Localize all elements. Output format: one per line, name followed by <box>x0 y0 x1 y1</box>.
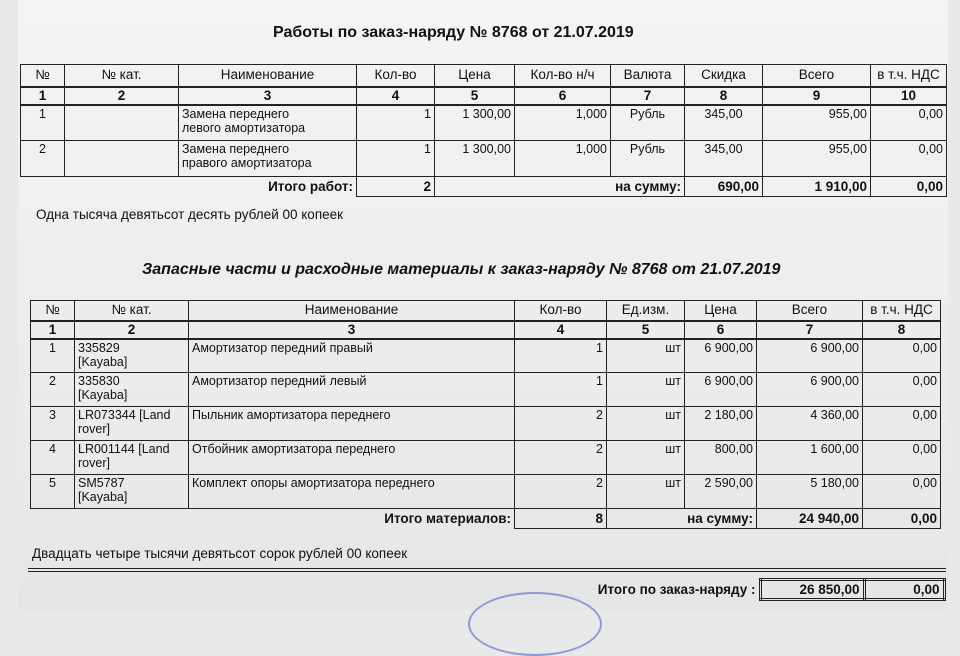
cat-line: rover] <box>78 422 110 436</box>
cell-total: 1 600,00 <box>757 441 863 475</box>
col-number: 1 <box>31 321 75 339</box>
col-number: 9 <box>763 87 871 105</box>
cat-line: [Kayaba] <box>78 354 128 369</box>
grand-total-label: Итого по заказ-наряду : <box>597 581 756 597</box>
cell-unit: шт <box>607 407 685 441</box>
cell-total: 5 180,00 <box>757 475 863 509</box>
cell-vat: 0,00 <box>871 105 947 141</box>
divider-line <box>28 568 946 569</box>
cell-vat: 0,00 <box>863 339 941 373</box>
parts-sum-in-words: Двадцать четыре тысячи девятьсот сорок рублей 00 копеек <box>32 546 408 561</box>
col-number: 2 <box>65 87 179 105</box>
cell-vat: 0,00 <box>863 373 941 407</box>
cat-line: [Kayaba] <box>78 388 128 402</box>
parts-total-row <box>31 509 941 529</box>
cell-name: Амортизатор передний левый <box>189 373 515 407</box>
cell-no: 3 <box>31 407 75 441</box>
cell-name <box>179 141 357 177</box>
parts-sum-label: на сумму: <box>607 509 757 529</box>
cell-total: 6 900,00 <box>757 339 863 373</box>
table-row <box>31 475 941 509</box>
cat-line: rover] <box>78 456 110 470</box>
cell-vat: 0,00 <box>863 441 941 475</box>
col-header: № кат. <box>65 65 179 87</box>
parts-title: Запасные части и расходные материалы к заказ-наряду № 8768 от 21.07.2019 <box>142 261 781 278</box>
col-header: в т.ч. НДС <box>871 65 947 87</box>
cell-no: 2 <box>21 141 65 177</box>
works-total-label: Итого работ: <box>268 178 353 194</box>
cell-total: 955,00 <box>763 141 871 177</box>
col-number: 10 <box>871 87 947 105</box>
works-total-vat: 0,00 <box>871 177 947 197</box>
works-total-discount: 690,00 <box>685 177 763 197</box>
table-row <box>21 141 947 177</box>
cell-price: 1 300,00 <box>435 105 515 141</box>
col-number: 1 <box>21 87 65 105</box>
divider-line <box>28 571 946 572</box>
col-number: 7 <box>757 321 863 339</box>
table-row <box>31 441 941 475</box>
cell-cat <box>75 339 189 373</box>
parts-total-vat: 0,00 <box>863 509 941 529</box>
cell-currency: Рубль <box>611 141 685 177</box>
col-number: 3 <box>179 87 357 105</box>
cell-no: 1 <box>21 105 65 141</box>
col-number: 5 <box>607 321 685 339</box>
cell-price: 2 590,00 <box>685 475 757 509</box>
cell-qty: 2 <box>515 441 607 475</box>
table-row <box>31 373 941 407</box>
col-header: Валюта <box>611 65 685 87</box>
cell-no: 4 <box>31 441 75 475</box>
cell-cat <box>75 407 189 441</box>
col-number: 2 <box>75 321 189 339</box>
cat-line: SM5787 <box>78 476 125 490</box>
cell-qty: 2 <box>515 475 607 509</box>
cell-name: Амортизатор передний правый <box>189 339 515 373</box>
name-line: Замена переднего <box>182 106 290 121</box>
parts-total-sum: 24 940,00 <box>757 509 863 529</box>
cell-total: 4 360,00 <box>757 407 863 441</box>
works-sum-label: на сумму: <box>435 177 685 197</box>
cell-no: 2 <box>31 373 75 407</box>
cell-unit: шт <box>607 373 685 407</box>
col-header: № <box>21 65 65 87</box>
col-number: 6 <box>515 87 611 105</box>
col-number: 6 <box>685 321 757 339</box>
cell-qty: 1 <box>357 141 435 177</box>
works-table <box>20 64 947 197</box>
name-line: Замена переднего <box>182 142 290 156</box>
parts-number-row <box>31 321 941 339</box>
cell-price: 6 900,00 <box>685 339 757 373</box>
cell-cat <box>75 373 189 407</box>
parts-header-row <box>31 301 941 321</box>
col-number: 8 <box>685 87 763 105</box>
cell-cat <box>65 105 179 141</box>
col-header: № кат. <box>75 301 189 321</box>
col-header: № <box>31 301 75 321</box>
cell-discount: 345,00 <box>685 105 763 141</box>
grand-total-row <box>540 580 944 600</box>
cell-total: 6 900,00 <box>757 373 863 407</box>
cell-vat: 0,00 <box>863 475 941 509</box>
cell-cat <box>75 475 189 509</box>
cell-vat: 0,00 <box>863 407 941 441</box>
works-total-row <box>21 177 947 197</box>
col-header: Всего <box>763 65 871 87</box>
parts-table <box>30 300 941 529</box>
grand-total-sum: 26 850,00 <box>760 580 864 600</box>
cell-name <box>179 105 357 141</box>
cat-line: [Kayaba] <box>78 490 128 504</box>
works-total-qty: 2 <box>357 177 435 197</box>
cat-line: LR073344 [Land <box>78 408 171 422</box>
cell-name: Пыльник амортизатора переднего <box>189 407 515 441</box>
col-header: Наименование <box>179 65 357 87</box>
table-row <box>31 339 941 373</box>
parts-total-label: Итого материалов: <box>384 510 511 526</box>
col-header: Скидка <box>685 65 763 87</box>
name-line: правого амортизатора <box>182 156 312 170</box>
cat-line: LR001144 [Land <box>78 442 170 456</box>
cell-discount: 345,00 <box>685 141 763 177</box>
grand-total-table <box>540 578 946 601</box>
col-number: 4 <box>357 87 435 105</box>
col-header: Кол-во <box>357 65 435 87</box>
col-header: Цена <box>685 301 757 321</box>
col-header: Наименование <box>189 301 515 321</box>
col-number: 5 <box>435 87 515 105</box>
works-sum-in-words: Одна тысяча девятьсот десять рублей 00 копеек <box>36 207 344 222</box>
col-number: 3 <box>189 321 515 339</box>
table-row <box>21 105 947 141</box>
cell-currency: Рубль <box>611 105 685 141</box>
cell-name: Отбойник амортизатора переднего <box>189 441 515 475</box>
cell-no: 5 <box>31 475 75 509</box>
col-number: 8 <box>863 321 941 339</box>
cell-name: Комплект опоры амортизатора переднего <box>189 475 515 509</box>
cell-unit: шт <box>607 475 685 509</box>
cell-qty: 2 <box>515 407 607 441</box>
stamp-seal <box>468 592 602 656</box>
works-title: Работы по заказ-наряду № 8768 от 21.07.2019 <box>273 24 634 41</box>
name-line: левого амортизатора <box>182 120 306 135</box>
grand-total-vat: 0,00 <box>864 580 944 600</box>
cat-line: 335830 <box>78 374 120 388</box>
cell-hours: 1,000 <box>515 141 611 177</box>
col-header: Цена <box>435 65 515 87</box>
works-total-sum: 1 910,00 <box>763 177 871 197</box>
col-header: в т.ч. НДС <box>863 301 941 321</box>
works-header-row <box>21 65 947 87</box>
cell-price: 6 900,00 <box>685 373 757 407</box>
cell-qty: 1 <box>515 373 607 407</box>
cell-unit: шт <box>607 441 685 475</box>
col-number: 4 <box>515 321 607 339</box>
cell-qty: 1 <box>515 339 607 373</box>
cell-vat: 0,00 <box>871 141 947 177</box>
cell-price: 1 300,00 <box>435 141 515 177</box>
cell-price: 800,00 <box>685 441 757 475</box>
works-number-row <box>21 87 947 105</box>
col-header: Кол-во <box>515 301 607 321</box>
col-header: Кол-во н/ч <box>515 65 611 87</box>
cell-cat <box>65 141 179 177</box>
cell-qty: 1 <box>357 105 435 141</box>
cell-no: 1 <box>31 339 75 373</box>
cell-total: 955,00 <box>763 105 871 141</box>
cell-cat <box>75 441 189 475</box>
col-header: Ед.изм. <box>607 301 685 321</box>
col-header: Всего <box>757 301 863 321</box>
cell-unit: шт <box>607 339 685 373</box>
table-row <box>31 407 941 441</box>
cat-line: 335829 <box>78 340 120 355</box>
cell-hours: 1,000 <box>515 105 611 141</box>
col-number: 7 <box>611 87 685 105</box>
cell-price: 2 180,00 <box>685 407 757 441</box>
parts-total-qty: 8 <box>515 509 607 529</box>
